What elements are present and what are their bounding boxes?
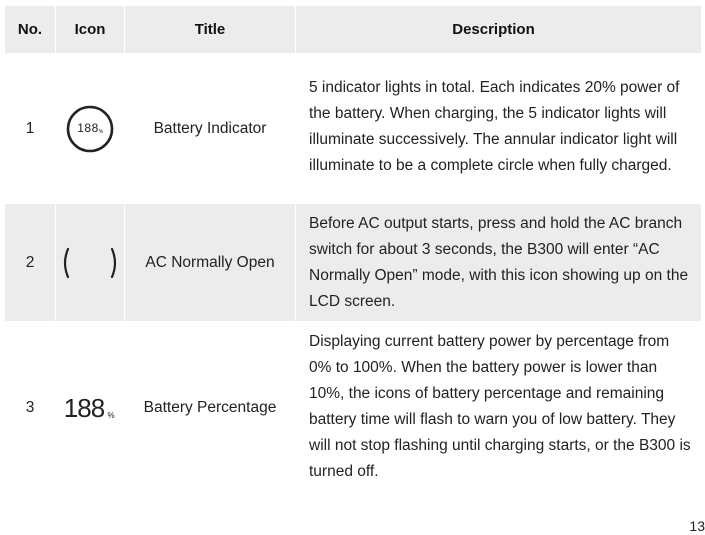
row-title: Battery Indicator [125,54,295,203]
table-row [5,204,701,321]
table-row [5,54,701,203]
row-number: 3 [5,322,55,493]
battery-percentage-digits-icon [56,322,124,493]
page-number: 13 [689,518,705,534]
row-description: Displaying current battery power by percentage from 0% to 100%. When the battery power is lower than 10%, the icons of battery percentage and remaining battery time will flash to warn you of low battery. They will not stop flashing until charging starts, or the B300 is turned off. [309,332,691,480]
ring-icon-percent: % [98,128,104,135]
percentage-icon-percent: % [107,410,115,420]
header-description: Description [296,6,701,53]
row-title: Battery Percentage [125,322,295,493]
row-number: 1 [5,54,55,203]
header-title: Title [125,6,295,53]
header-no: No. [5,6,55,53]
ring-icon-digits: 188 [77,120,99,135]
battery-indicator-ring-icon [56,54,124,203]
table-row [5,322,701,493]
percentage-icon-digits: 188 [63,392,105,423]
table-header-row [5,6,701,53]
row-number: 2 [5,204,55,321]
row-description: 5 indicator lights in total. Each indicates 20% power of the battery. When charging, the 5 indicator lights will illuminate successively. The annular indicator light will illuminate to be a complete circle when fully charged. [309,78,680,174]
icon-table [5,6,701,493]
row-description: Before AC output starts, press and hold the AC branch switch for about 3 seconds, the B300 will enter “AC Normally Open” mode, with this icon showing up on the LCD screen. [309,214,689,310]
ac-normally-open-brackets-icon [56,204,124,321]
row-title: AC Normally Open [125,204,295,321]
header-icon: Icon [56,6,124,53]
